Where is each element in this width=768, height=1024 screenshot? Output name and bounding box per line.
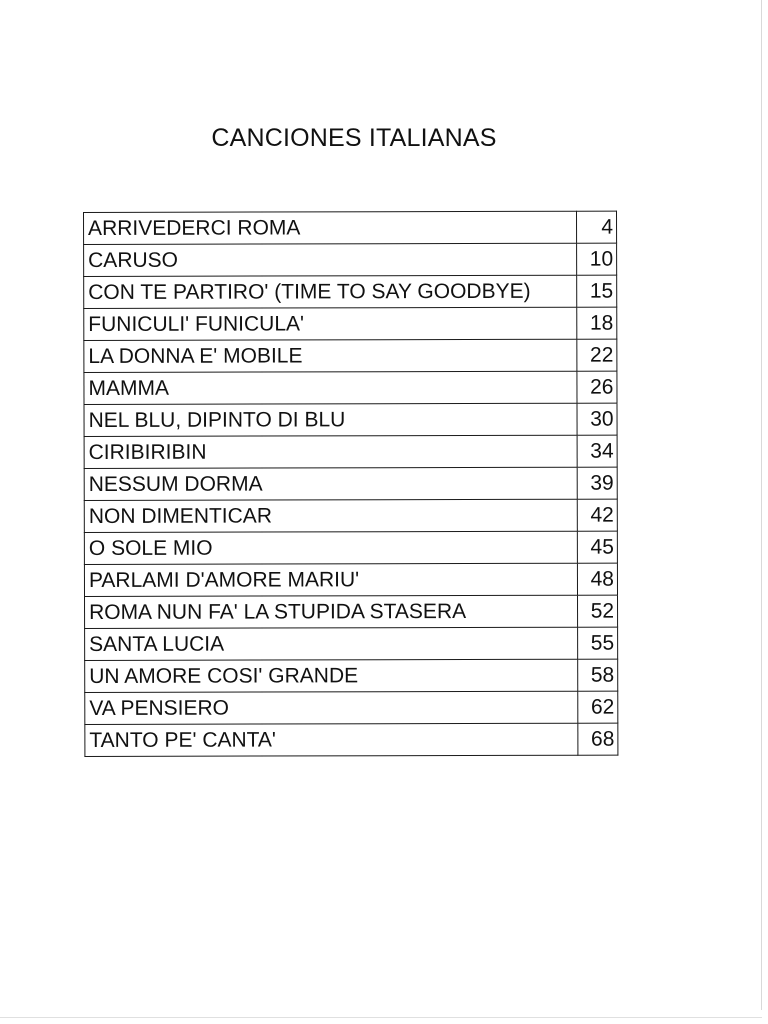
song-page-number: 30 xyxy=(577,403,617,435)
table-row xyxy=(84,531,617,564)
song-title: NEL BLU, DIPINTO DI BLU xyxy=(84,403,577,436)
table-row xyxy=(84,467,617,500)
table-row xyxy=(84,307,617,340)
table-row xyxy=(84,243,617,276)
table-row xyxy=(84,563,617,596)
table-row xyxy=(84,339,617,372)
table-row xyxy=(84,435,617,468)
song-title: SANTA LUCIA xyxy=(85,627,578,660)
song-title: VA PENSIERO xyxy=(85,691,578,724)
page-title: CANCIONES ITALIANAS xyxy=(211,124,497,152)
scan-edge-right xyxy=(761,0,762,1010)
table-row xyxy=(84,403,617,436)
song-page-number: 10 xyxy=(577,243,617,275)
song-page-number: 58 xyxy=(578,659,618,691)
table-row xyxy=(85,691,618,724)
table-row xyxy=(84,275,617,308)
song-title: MAMMA xyxy=(84,371,577,404)
song-page-number: 22 xyxy=(577,339,617,371)
song-title: CIRIBIRIBIN xyxy=(84,435,577,468)
table-row xyxy=(85,723,618,756)
song-page-number: 52 xyxy=(577,595,617,627)
table-row xyxy=(85,659,618,692)
song-title: UN AMORE COSI' GRANDE xyxy=(85,659,578,692)
song-title: CARUSO xyxy=(84,243,577,276)
song-page-number: 42 xyxy=(577,499,617,531)
song-page-number: 26 xyxy=(577,371,617,403)
song-page-number: 45 xyxy=(577,531,617,563)
song-page-number: 18 xyxy=(577,307,617,339)
song-title: LA DONNA E' MOBILE xyxy=(84,339,577,372)
table-row xyxy=(84,211,617,244)
song-title: NON DIMENTICAR xyxy=(84,499,577,532)
table-row xyxy=(85,627,618,660)
song-title: ARRIVEDERCI ROMA xyxy=(84,211,577,244)
song-page-number: 39 xyxy=(577,467,617,499)
table-row xyxy=(84,499,617,532)
song-title: O SOLE MIO xyxy=(84,531,577,564)
song-index-table xyxy=(83,211,618,757)
song-title: PARLAMI D'AMORE MARIU' xyxy=(84,563,577,596)
scan-edge-bottom xyxy=(0,1017,762,1018)
song-page-number: 4 xyxy=(576,211,616,243)
song-index-body xyxy=(84,211,618,756)
song-page-number: 62 xyxy=(578,691,618,723)
song-page-number: 34 xyxy=(577,435,617,467)
song-title: TANTO PE' CANTA' xyxy=(85,723,578,756)
song-page-number: 15 xyxy=(577,275,617,307)
song-page-number: 48 xyxy=(577,563,617,595)
table-row xyxy=(85,595,618,628)
song-page-number: 55 xyxy=(578,627,618,659)
song-title: CON TE PARTIRO' (TIME TO SAY GOODBYE) xyxy=(84,275,577,308)
table-row xyxy=(84,371,617,404)
song-title: NESSUM DORMA xyxy=(84,467,577,500)
song-title: ROMA NUN FA' LA STUPIDA STASERA xyxy=(85,595,578,628)
song-title: FUNICULI' FUNICULA' xyxy=(84,307,577,340)
song-page-number: 68 xyxy=(578,723,618,755)
